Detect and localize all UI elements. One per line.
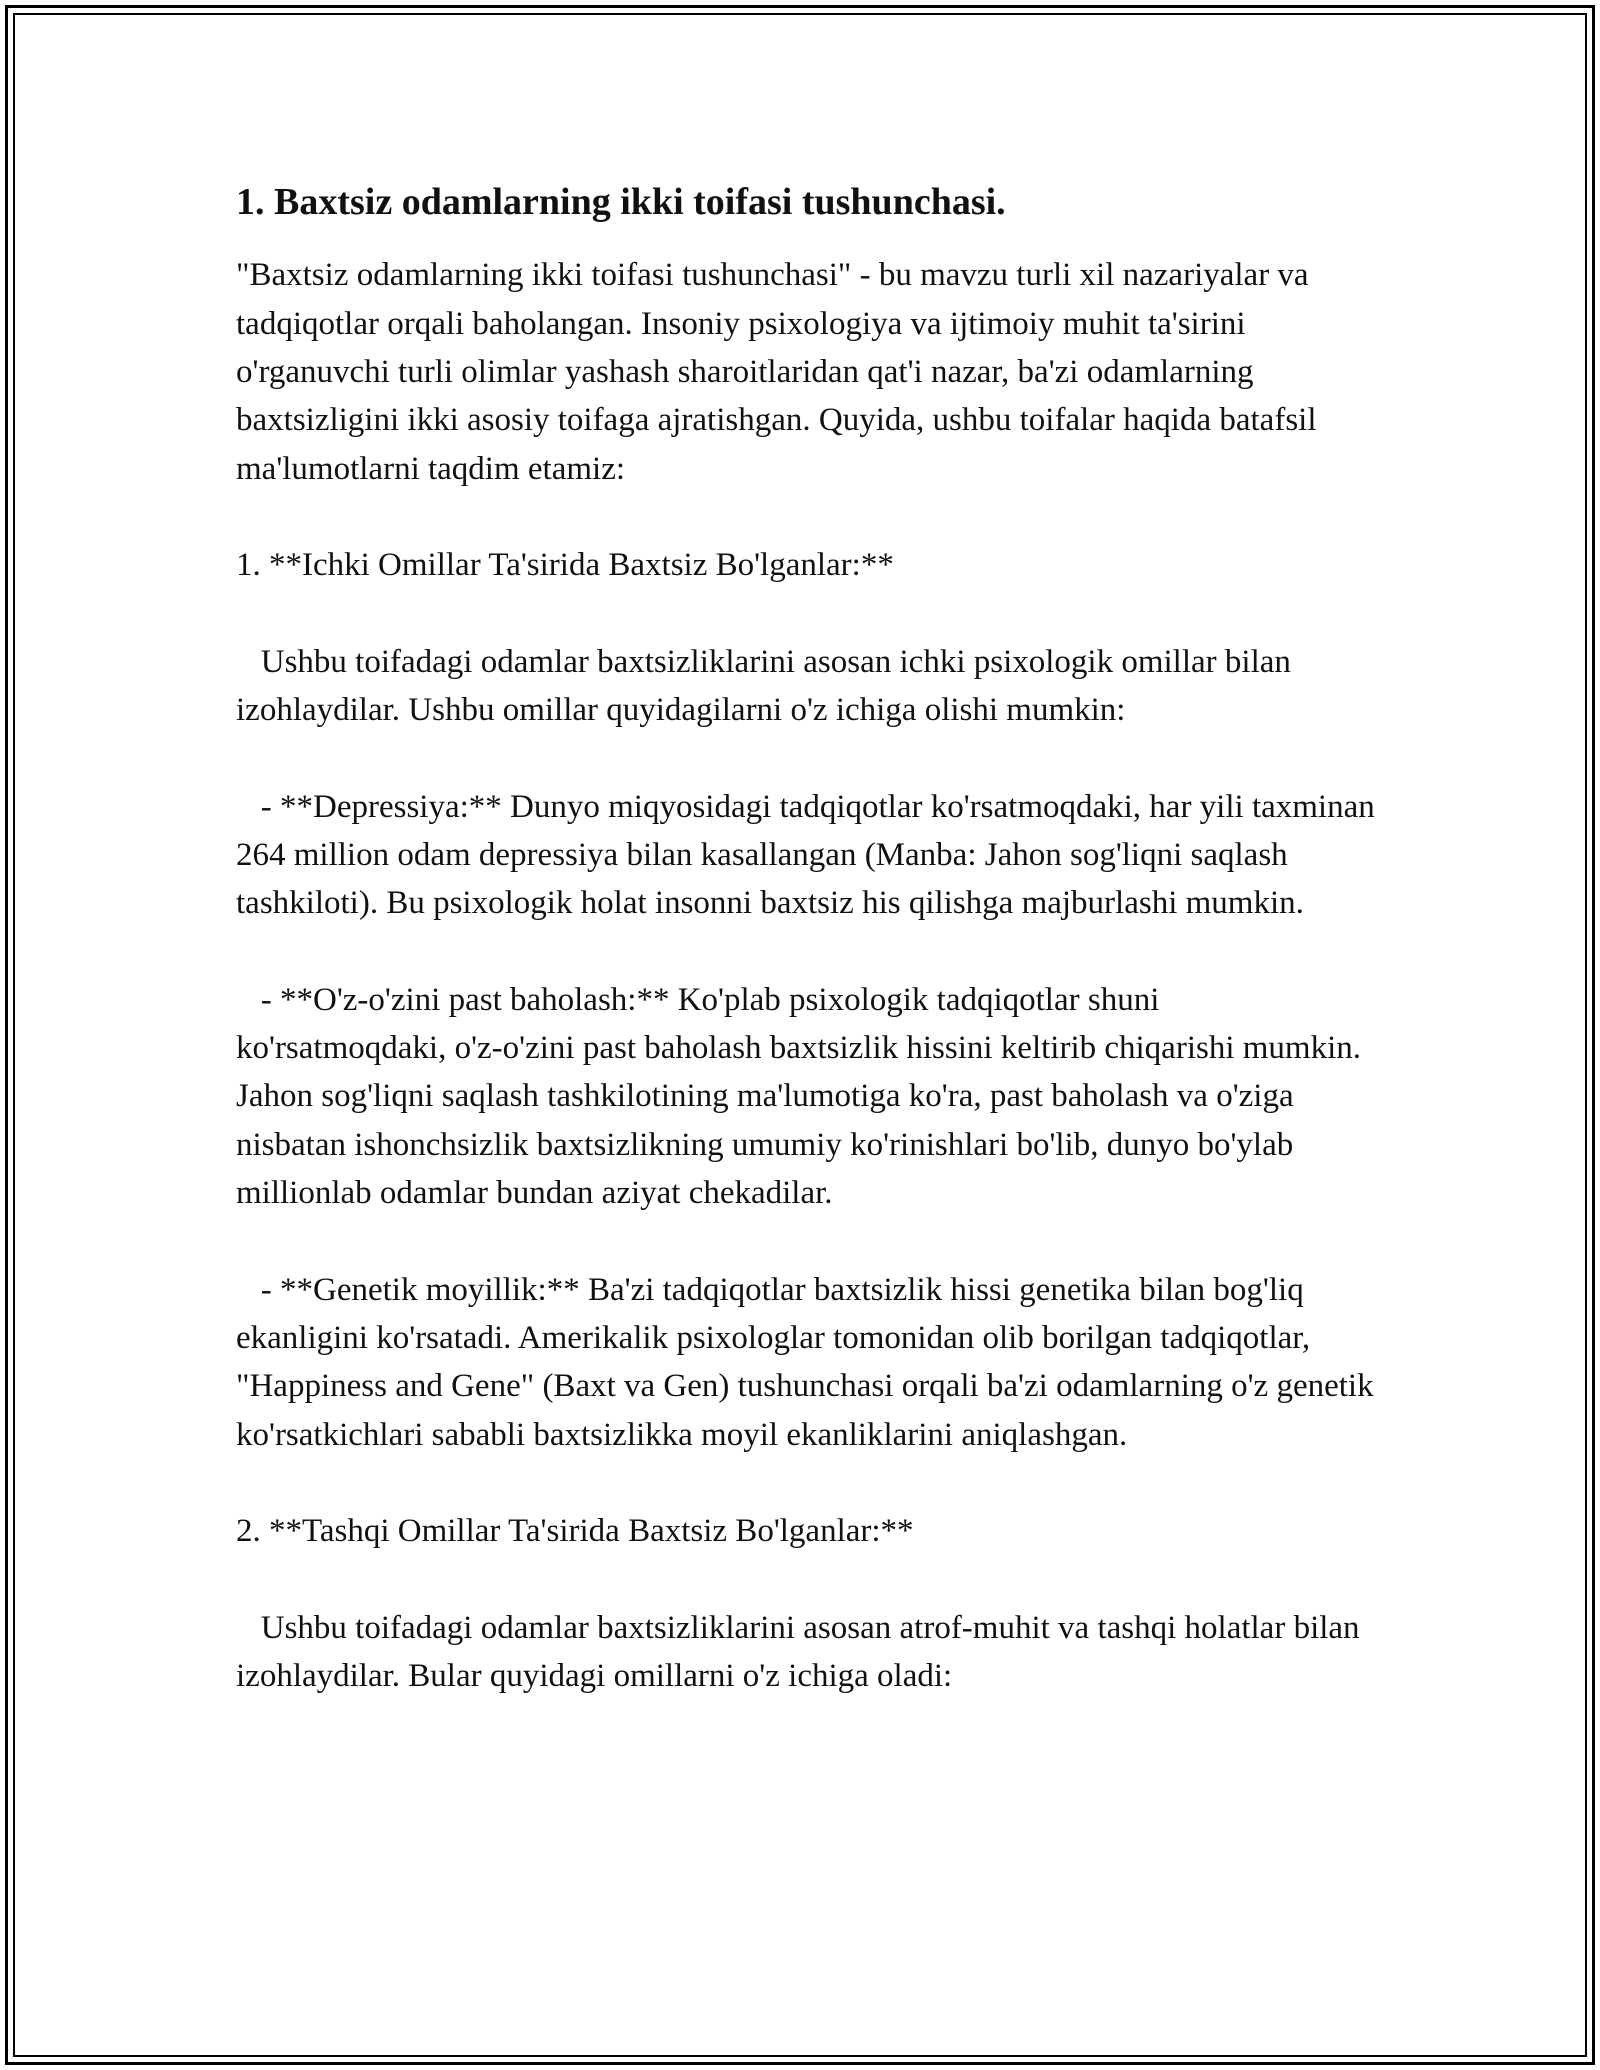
document-content bbox=[236, 178, 1376, 1700]
section-body-text: "Baxtsiz odamlarning ikki toifasi tushunchasi" - bu mavzu turli xil nazariyalar va tadqiqotlar orqali baholangan. Insoniy psixologiya va ijtimoiy muhit ta'sirini o'rganuvchi turli olimlar yashash sharoitlaridan qat'i nazar, ba'zi odamlarning baxtsizligini ikki asosiy toifaga ajratishgan. Quyida, ushbu toifalar haqida batafsil ma'lumotlarni taqdim etamiz: 1. **Ichki Omillar Ta'sirida Baxtsiz Bo'lganlar:** Ushbu toifadagi odamlar baxtsizliklarini asosan ichki psixologik omillar bilan izohlaydilar. Ushbu omillar quyidagilarni o'z ichiga olishi mumkin: - **Depressiya:** Dunyo miqyosidagi tadqiqotlar ko'rsatmoqdaki, har yili taxminan 264 million odam depressiya bilan kasallangan (Manba: Jahon sog'liqni saqlash tashkiloti). Bu psixologik holat insonni baxtsiz his qilishga majburlashi mumkin. - **O'z-o'zini past baholash:** Ko'plab psixologik tadqiqotlar shuni ko'rsatmoqdaki, o'z-o'zini past baholash baxtsizlik hissini keltirib chiqarishi mumkin. Jahon sog'liqni saqlash tashkilotining ma'lumotiga ko'ra, past baholash va o'ziga nisbatan ishonchsizlik baxtsizlikning umumiy ko'rinishlari bo'lib, dunyo bo'ylab millionlab odamlar bundan aziyat chekadilar. - **Genetik moyillik:** Ba'zi tadqiqotlar baxtsizlik hissi genetika bilan bog'liq ekanligini ko'rsatadi. Amerikalik psixologlar tomonidan olib borilgan tadqiqotlar, "Happiness and Gene" (Baxt va Gen) tushunchasi orqali ba'zi odamlarning o'z genetik ko'rsatkichlari sababli baxtsizlikka moyil ekanliklarini aniqlashgan. 2. **Tashqi Omillar Ta'sirida Baxtsiz Bo'lganlar:** Ushbu toifadagi odamlar baxtsizliklarini asosan atrof-muhit va tashqi holatlar bilan izohlaydilar. Bular quyidagi omillarni o'z ichiga oladi: bbox=[236, 257, 1375, 1694]
section-heading: 1. Baxtsiz odamlarning ikki toifasi tushunchasi. bbox=[236, 181, 1006, 223]
